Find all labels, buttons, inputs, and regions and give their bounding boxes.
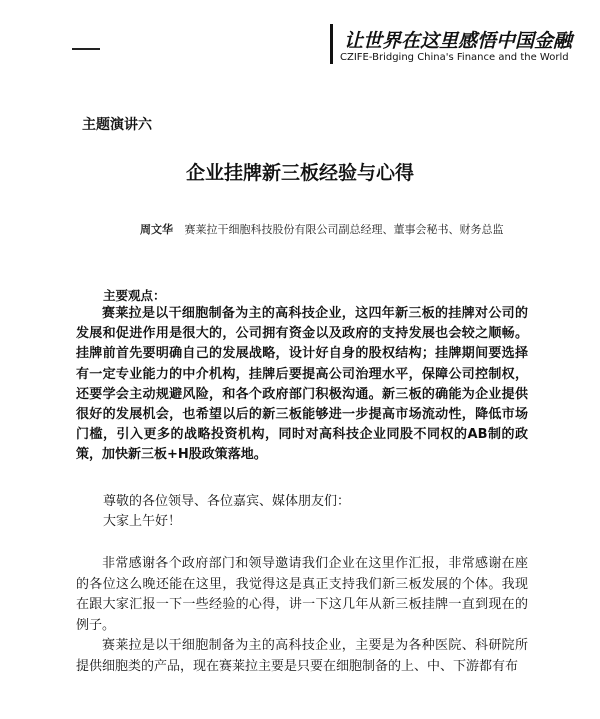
author-name: 周文华 (140, 223, 173, 236)
logo-slogan-chinese: 让世界在这里感悟中国金融 (344, 30, 573, 52)
logo-slogan-english: CZIFE-Bridging China's Finance and the World (340, 52, 569, 63)
body-paragraph: 赛莱拉是以干细胞制备为主的高科技企业，主要是为各种医院、科研院所提供细胞类的产品，现在赛莱拉主要是只要在细胞制备的上、中、下游都有布 (76, 638, 528, 674)
greeting-salutation: 尊敬的各位领导、各位嘉宾、媒体朋友们： (103, 494, 351, 509)
section-label: 主题演讲六 (82, 117, 152, 133)
logo-divider (330, 24, 333, 64)
greeting (103, 492, 350, 532)
header-rule-mark (72, 48, 100, 50)
key-points-text: 赛莱拉是以干细胞制备为主的高科技企业，这四年新三板的挂牌对公司的发展和促进作用是很大的，公司拥有资金以及政府的支持发展也会较之顺畅。挂牌前首先要明确自己的发展战略，设计好自身的股权结构；挂牌期间要选择有一定专业能力的中介机构，挂牌后要提高公司治理水平，保障公司控制权，还要学会主动规避风险，和各个政府部门积极沟通。新三板的确能为企业提供很好的发展机会，也希望以后的新三板能够进一步提高市场流动性，降低市场门槛，引入更多的战略投资机构，同时对高科技企业同股不同权的AB制的政策，加快新三板+H股政策落地。 (76, 306, 528, 463)
author-line (140, 221, 504, 237)
greeting-hello: 大家上午好！ (103, 514, 182, 529)
author-position: 赛莱拉干细胞科技股份有限公司副总经理、董事会秘书、财务总监 (184, 223, 504, 236)
body-paragraph: 非常感谢各个政府部门和领导邀请我们企业在这里作汇报，非常感谢在座的各位这么晚还能在这里，我觉得这是真正支持我们新三板发展的个体。我现在跟大家汇报一下一些经验的心得，讲一下这几年从新三板挂牌一直到现在的例子。 (76, 556, 528, 633)
page-title: 企业挂牌新三板经验与心得 (185, 162, 414, 184)
key-points-label: 主要观点： (103, 288, 166, 303)
